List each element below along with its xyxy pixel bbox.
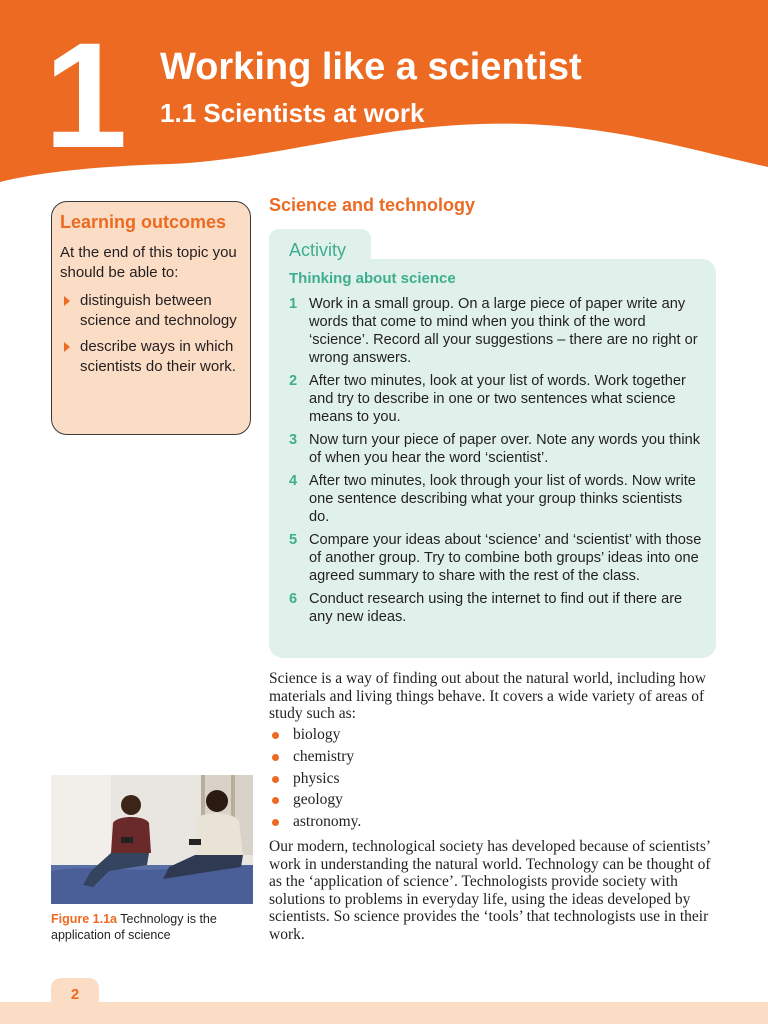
list-item: [269, 770, 361, 792]
list-item: [269, 726, 361, 748]
activity-step: [289, 372, 704, 426]
list-item: [269, 813, 361, 835]
step-number: 2: [289, 373, 298, 389]
list-item: [269, 748, 361, 770]
figure-photo: [51, 775, 253, 904]
page-number: 2: [70, 986, 80, 1003]
list-item: [60, 337, 242, 376]
learning-outcomes-box: [51, 201, 251, 435]
activity-label: Activity: [289, 240, 347, 260]
step-text: After two minutes, look through your list of words. Now write one sentence describing what your group thinks scientists do.: [309, 473, 696, 525]
step-text: After two minutes, look at your list of words. Work together and try to describe in one or two sentences what science means to you.: [309, 373, 686, 425]
science-areas-list: [269, 726, 361, 835]
step-number: 4: [289, 473, 298, 489]
step-number: 5: [289, 532, 298, 548]
figure-caption: [51, 912, 251, 943]
list-item-text: chemistry: [293, 747, 355, 765]
learning-outcomes-heading: Learning outcomes: [60, 212, 227, 232]
activity-step: [289, 431, 704, 467]
dot-bullet-icon: [272, 732, 279, 739]
learning-outcomes-list: [60, 291, 242, 376]
list-item-text: distinguish between science and technology: [80, 292, 237, 329]
dot-bullet-icon: [272, 754, 279, 761]
chapter-number: 1: [44, 11, 124, 179]
step-text: Compare your ideas about ‘science’ and ‘scientist’ with those of another group. Try to combine both groups’ ideas into one agreed summary to share with the rest of the class.: [309, 532, 702, 584]
figure-label: Figure 1.1a: [51, 912, 117, 926]
photo-illustration: [51, 775, 253, 904]
activity-step: [289, 295, 704, 367]
dot-bullet-icon: [272, 797, 279, 804]
figure-caption-text: Technology is the application of science: [51, 912, 217, 942]
chapter-title: Working like a scientist: [160, 46, 582, 88]
triangle-bullet-icon: [64, 342, 70, 352]
body-intro-paragraph: Science is a way of finding out about the natural world, including how materials and living things behave. It covers a wide variety of areas of study such as:: [269, 670, 706, 722]
footer-band: [0, 1002, 768, 1024]
chapter-header: [0, 0, 768, 200]
section-title: 1.1 Scientists at work: [160, 98, 425, 128]
dot-bullet-icon: [272, 776, 279, 783]
list-item-text: physics: [293, 769, 340, 787]
list-item-text: biology: [293, 726, 341, 743]
activity-steps: [289, 295, 704, 631]
activity-step: [289, 472, 704, 526]
dot-bullet-icon: [272, 819, 279, 826]
step-number: 6: [289, 591, 298, 607]
list-item-text: describe ways in which scientists do their work.: [80, 338, 236, 375]
section-heading: Science and technology: [269, 195, 476, 215]
list-item: [60, 291, 242, 330]
learning-outcomes-intro: At the end of this topic you should be able to:: [60, 244, 237, 281]
activity-step: [289, 590, 704, 626]
step-number: 3: [289, 432, 298, 448]
step-text: Conduct research using the internet to find out if there are any new ideas.: [309, 591, 683, 625]
activity-step: [289, 531, 704, 585]
step-text: Work in a small group. On a large piece of paper write any words that come to mind when you think of the word ‘science’. Record all your suggestions – there are no right or wrong answers.: [309, 296, 698, 366]
step-number: 1: [289, 296, 298, 312]
step-text: Now turn your piece of paper over. Note any words you think of when you hear the word ‘scientist’.: [309, 432, 700, 466]
list-item-text: astronomy.: [293, 813, 362, 831]
body-conclusion-paragraph: Our modern, technological society has developed because of scientists’ work in understanding the natural world. Technology can be thought of as the ‘application of science’. Technologists provide society with solutions to problems in everyday life, using the ideas developed by scientists. So science provides the ‘tools’ that technologists use in their work.: [269, 838, 711, 943]
list-item-text: geology: [293, 791, 343, 809]
list-item: [269, 791, 361, 813]
triangle-bullet-icon: [64, 296, 70, 306]
activity-subtitle: Thinking about science: [289, 270, 456, 287]
